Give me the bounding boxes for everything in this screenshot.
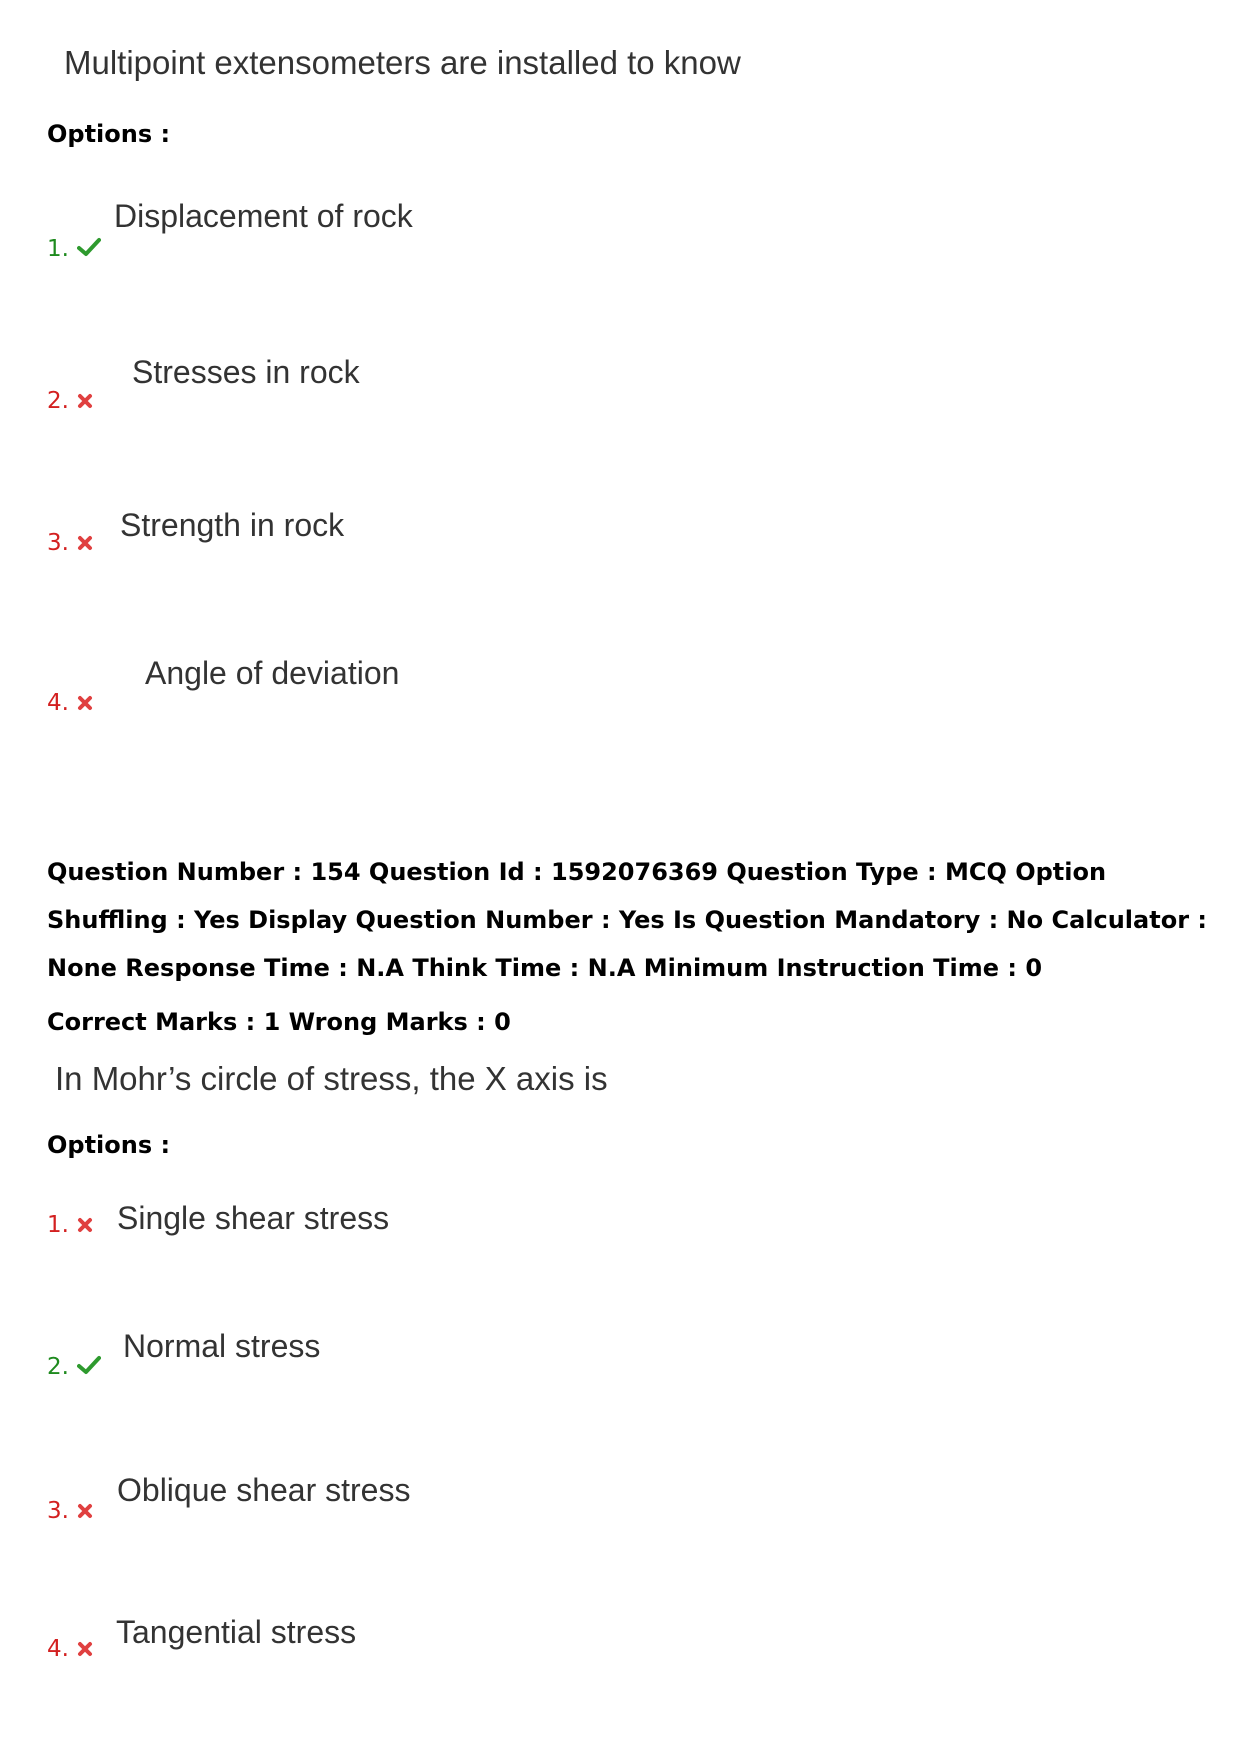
options-label: Options : xyxy=(47,1131,171,1159)
cross-icon xyxy=(77,1637,93,1663)
option-text: Angle of deviation xyxy=(145,655,400,691)
option-index: 4. xyxy=(47,690,69,716)
option-index: 4. xyxy=(47,1636,69,1662)
check-icon xyxy=(77,1355,101,1381)
cross-icon xyxy=(77,1213,93,1239)
cross-icon xyxy=(77,1499,93,1525)
option-number xyxy=(47,236,101,263)
option-number xyxy=(47,1212,93,1239)
question-text: Multipoint extensometers are installed to know xyxy=(64,44,741,81)
option-number xyxy=(47,690,93,717)
question-marks: Correct Marks : 1 Wrong Marks : 0 xyxy=(47,1008,511,1036)
check-icon xyxy=(77,237,101,263)
option-text: Displacement of rock xyxy=(114,198,413,234)
cross-icon xyxy=(77,691,93,717)
option-number xyxy=(47,1354,101,1381)
option-index: 1. xyxy=(47,1212,69,1238)
option-number xyxy=(47,1498,93,1525)
option-text: Tangential stress xyxy=(116,1614,357,1650)
cross-icon xyxy=(77,389,93,415)
option-number xyxy=(47,1636,93,1663)
cross-icon xyxy=(77,531,93,557)
option-text: Strength in rock xyxy=(120,507,345,543)
option-index: 3. xyxy=(47,1498,69,1524)
option-text: Stresses in rock xyxy=(132,354,360,390)
question-text: In Mohr’s circle of stress, the X axis is xyxy=(55,1060,608,1097)
option-index: 2. xyxy=(47,1354,69,1380)
option-text: Normal stress xyxy=(123,1328,321,1364)
options-label: Options : xyxy=(47,120,171,148)
option-index: 1. xyxy=(47,236,69,262)
option-number xyxy=(47,530,93,557)
question-meta: Question Number : 154 Question Id : 1592076369 Question Type : MCQ Option Shuffling : Yes Display Question Number : Yes Is Question Mandatory : No Calculator : None Response Time : N.A Think Time : N.A Minimum Instruction Time : 0 xyxy=(47,858,1207,982)
option-index: 3. xyxy=(47,530,69,556)
option-number xyxy=(47,388,93,415)
option-text: Oblique shear stress xyxy=(117,1472,411,1508)
option-index: 2. xyxy=(47,388,69,414)
option-text: Single shear stress xyxy=(117,1200,390,1236)
